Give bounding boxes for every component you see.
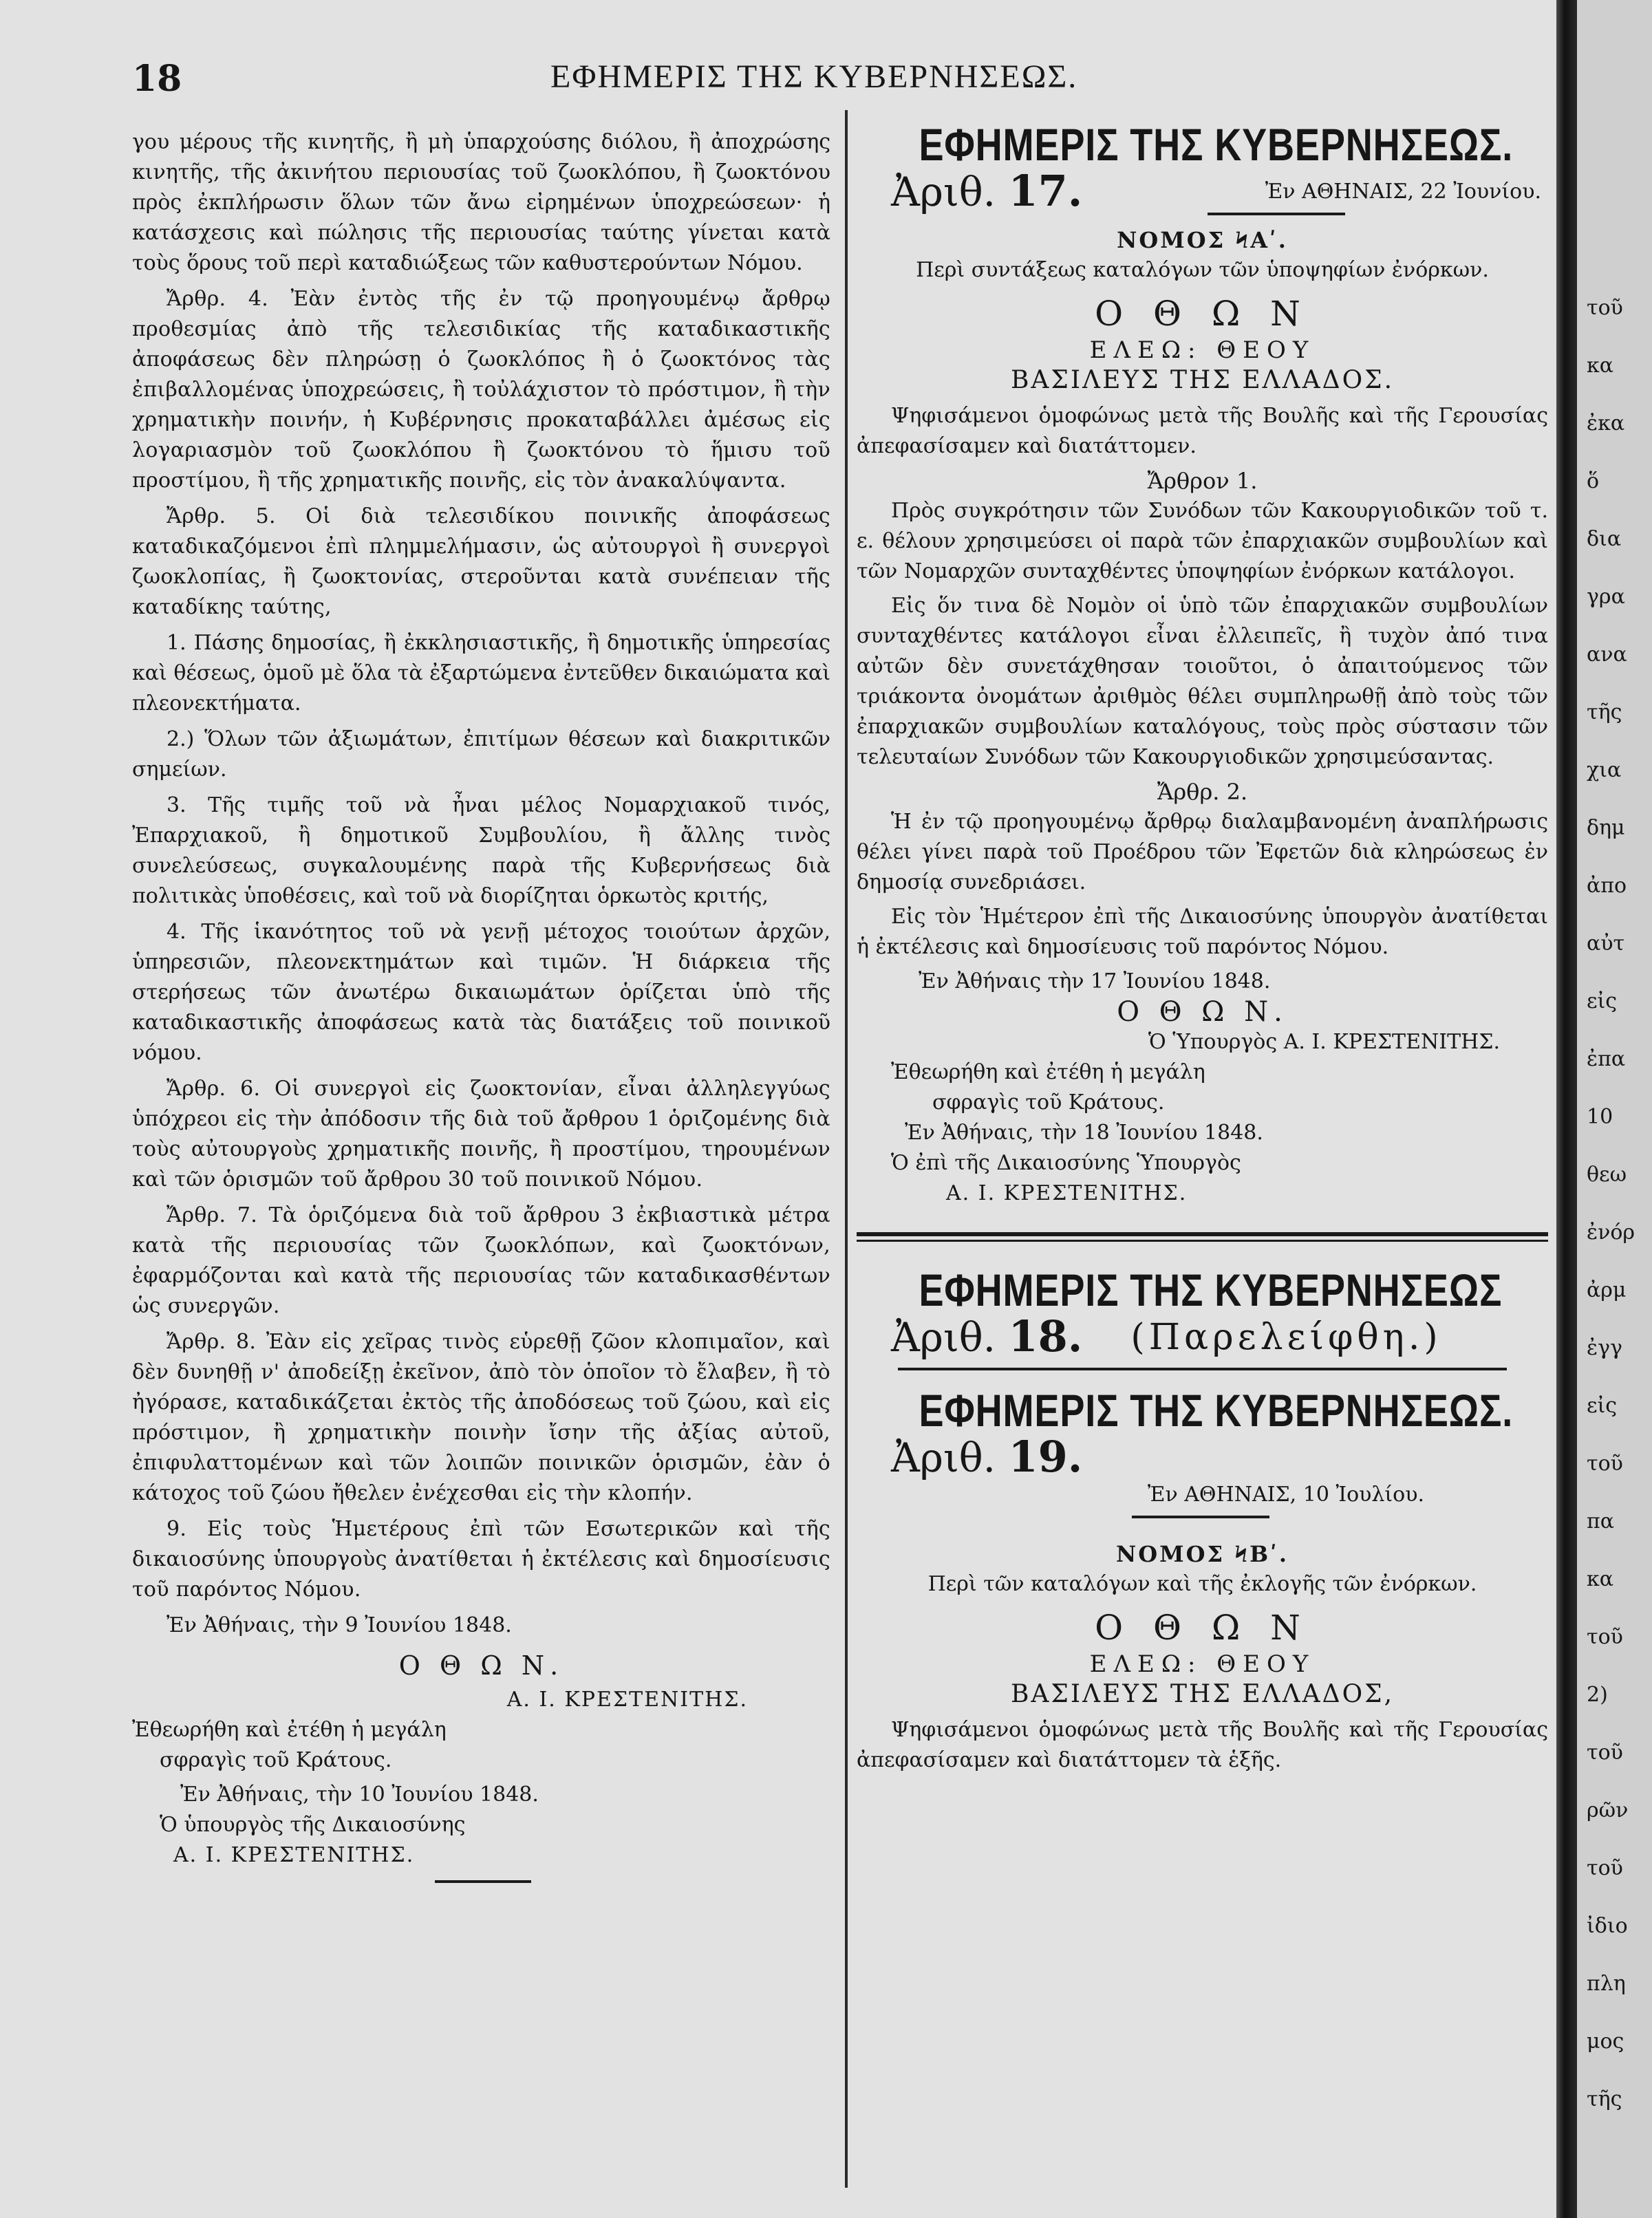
facing-page-edge bbox=[1577, 0, 1652, 2218]
minister-signature-2: Α. Ι. ΚΡΕΣΤΕΝΙΤΗΣ. bbox=[173, 1843, 415, 1867]
law-91-minister-name: Α. Ι. ΚΡΕΣΤΕΝΙΤΗΣ. bbox=[946, 1181, 1188, 1205]
issue-18-number bbox=[857, 1311, 1083, 1361]
minister-title: Ὁ ὑπουργὸς τῆς Δικαιοσύνης bbox=[160, 1813, 466, 1837]
issue-17-number-label: Ἀριθ. bbox=[891, 169, 996, 215]
law-91-grace: ΕΛΕΩ: ΘΕΟΥ bbox=[1089, 336, 1316, 364]
law-91-date-1: Ἐν Ἀθήναις τὴν 17 Ἰουνίου 1848. bbox=[919, 969, 1271, 993]
issue-19-date: Ἐν ΑΘΗΝΑΙΣ, 10 Ἰουλίου. bbox=[1147, 1483, 1424, 1507]
issue-separator-2 bbox=[898, 1368, 1507, 1370]
edge-fragment: τοῦ bbox=[1587, 1856, 1623, 1880]
edge-fragment: πα bbox=[1587, 1509, 1614, 1533]
issue-19-masthead: ΕΦΗΜΕΡΙΣ ΤΗΣ ΚΥΒΕΡΝΗΣΕΩΣ. bbox=[919, 1385, 1514, 1436]
law-92-preamble: Ψηφισάμενοι ὁμοφώνως μετὰ τῆς Βουλῆς καὶ τῆς Γερουσίας ἀπεφασίσαμεν καὶ διατάττομεν τὰ ἑξῆς. bbox=[857, 1718, 1548, 1772]
law-91-minister: Ὁ Ὑπουργὸς Α. Ι. ΚΡΕΣΤΕΝΙΤΗΣ. bbox=[1148, 1030, 1500, 1054]
edge-fragment: δια bbox=[1587, 527, 1622, 551]
law-92-king: Ο Θ Ω Ν bbox=[1095, 1608, 1310, 1648]
edge-fragment: κα bbox=[1587, 1567, 1614, 1591]
edge-fragment: χια bbox=[1587, 758, 1622, 782]
edge-fragment: τοῦ bbox=[1587, 1452, 1623, 1476]
king-signature: Ο Θ Ω Ν. bbox=[398, 1650, 564, 1681]
issue-18-number-value: 18. bbox=[1008, 1311, 1083, 1361]
edge-fragment: ἰδιο bbox=[1587, 1914, 1628, 1938]
article-5-item-4: 4. Τῆς ἱκανότητος τοῦ νὰ γενῇ μέτοχος τοιούτων ἀρχῶν, ὑπηρεσιῶν, πλεονεκτημάτων καὶ τιμῶν. Ἡ διάρκεια τῆς στερήσεως τῶν ἀνωτέρω δικαιωμάτων ὁρίζεται ὑπὸ τῆς καταδικαστικῆς ἀποφάσεως κατὰ τὰς διατάξεις τοῦ ποινικοῦ νόμου. bbox=[132, 920, 830, 1065]
article-5-item-2: 2.) Ὅλων τῶν ἀξιωμάτων, ἐπιτίμων θέσεων καὶ διακριτικῶν σημείων. bbox=[132, 727, 830, 782]
edge-fragment: εἰς bbox=[1587, 1394, 1618, 1418]
law-91-date-2: Ἐν Ἀθήναις, τὴν 18 Ἰουνίου 1848. bbox=[905, 1121, 1263, 1145]
edge-fragment: ἐκα bbox=[1587, 411, 1625, 435]
edge-fragment: εἰς bbox=[1587, 989, 1618, 1013]
edge-fragment: 10 bbox=[1587, 1105, 1613, 1129]
article-5-item-1: 1. Πάσης δημοσίας, ἢ ἐκκλησιαστικῆς, ἢ δημοτικῆς ὑπηρεσίας καὶ θέσεως, ὁμοῦ μὲ ὅλα τὰ ἐξαρτώμενα ἐντεῦθεν δικαιώματα καὶ πλεονεκτήματα. bbox=[132, 631, 830, 715]
issue-18-masthead: ΕΦΗΜΕΡΙΣ ΤΗΣ ΚΥΒΕΡΝΗΣΕΩΣ bbox=[919, 1264, 1503, 1315]
law-91-article-2-p2: Εἰς τὸν Ἡμέτερον ἐπὶ τῆς Δικαιοσύνης ὑπουργὸν ἀνατίθεται ἡ ἐκτέλεσις καὶ δημοσίευσις τοῦ παρόντος Νόμου. bbox=[857, 905, 1548, 959]
law-91-article-1-p2: Εἰς ὅν τινα δὲ Νομὸν οἱ ὑπὸ τῶν ἐπαρχιακῶν συμβουλίων συνταχθέντες κατάλογοι εἶναι ἐλλειπεῖς, ἢ τυχὸν ἀπό τινα αὐτῶν δὲν συνετάχθησαν τοιοῦτοι, ὁ ἀπαιτούμενος τῶν τριάκοντα ὀνομάτων ἀριθμὸς θέλει συμπληρωθῇ ἀπὸ τοὺς τῶν ἐπαρχιακῶν συμβουλίων καταλόγους, τοὺς πρὸς σύστασιν τῶν τελευταίων Συνόδων τῶν Κακουργιοδικῶν χρησιμεύσαντας. bbox=[857, 594, 1548, 769]
edge-fragment: κα bbox=[1587, 354, 1614, 378]
issue-18-header bbox=[857, 1311, 1548, 1361]
edge-fragment: ἐνόρ bbox=[1587, 1220, 1635, 1245]
law-91-article-2-heading: Ἄρθρ. 2. bbox=[1157, 779, 1248, 805]
edge-fragment: δημ bbox=[1587, 816, 1625, 840]
law-91-king: Ο Θ Ω Ν bbox=[1095, 294, 1310, 334]
running-title: ΕΦΗΜΕΡΙΣ ΤΗΣ ΚΥΒΕΡΝΗΣΕΩΣ. bbox=[550, 58, 1078, 95]
law-92-title: ΝΟΜΟΣ ϞΒʹ. bbox=[1116, 1541, 1289, 1567]
edge-fragment: ρῶν bbox=[1587, 1798, 1629, 1822]
minister-signature-1: Α. Ι. ΚΡΕΣΤΕΝΙΤΗΣ. bbox=[506, 1688, 748, 1712]
issue-17-rule bbox=[1208, 213, 1345, 215]
law-92-subject: Περὶ τῶν καταλόγων καὶ τῆς ἐκλογῆς τῶν ἐνόρκων. bbox=[927, 1572, 1477, 1596]
edge-fragment: ἀρμ bbox=[1587, 1278, 1627, 1302]
law-91-title: ΝΟΜΟΣ ϞΑʹ. bbox=[1117, 227, 1288, 253]
law-92-grace: ΕΛΕΩ: ΘΕΟΥ bbox=[1089, 1650, 1316, 1678]
edge-fragment: γρα bbox=[1587, 585, 1625, 609]
issue-18-number-label: Ἀριθ. bbox=[891, 1314, 996, 1361]
seal-line-2: σφραγὶς τοῦ Κράτους. bbox=[160, 1748, 392, 1772]
edge-fragment: τῆς bbox=[1587, 700, 1622, 724]
issue-17-date: Ἐν ΑΘΗΝΑΙΣ, 22 Ἰουνίου. bbox=[1265, 180, 1541, 204]
article-4: Ἄρθρ. 4. Ἐὰν ἐντὸς τῆς ἐν τῷ προηγουμένῳ ἄρθρῳ προθεσμίας ἀπὸ τῆς τελεσιδικίας τῆς καταδικαστικῆς ἀποφάσεως δὲν πληρώσῃ ὁ ζωοκλόπος ἢ ὁ ζωοκτόνος τὰς ἐπιβαλλομένας ὑποχρεώσεις, ἢ τοὐλάχιστον τὸ πρόστιμον, ἢ τὴν χρηματικὴν ποινήν, ἡ Κυβέρνησις προκαταβάλλει ἀμέσως εἰς λογαριασμὸν τοῦ ζωοκλόπου ἢ ζωοκτόνου τὸ ἥμισυ τοῦ προστίμου, ἢ τῆς χρηματικῆς ποινῆς, εἰς τὸν ἀνακαλύψαντα. bbox=[132, 287, 830, 493]
date-line-1: Ἐν Ἀθήναις, τὴν 9 Ἰουνίου 1848. bbox=[167, 1613, 512, 1637]
closing-rule bbox=[435, 1880, 531, 1883]
edge-fragment: ἐπα bbox=[1587, 1047, 1626, 1071]
issue-19-number-label: Ἀριθ. bbox=[891, 1434, 996, 1481]
article-9: 9. Εἰς τοὺς Ἡμετέρους ἐπὶ τῶν Εσωτερικῶν καὶ τῆς δικαιοσύνης ὑπουργοὺς ἀνατίθεται ἡ ἐκτέλεσις καὶ δημοσίευσις τοῦ παρόντος Νόμου. bbox=[132, 1517, 830, 1602]
edge-fragment: τοῦ bbox=[1587, 1625, 1623, 1649]
law-91-king-signature: Ο Θ Ω Ν. bbox=[1117, 996, 1288, 1028]
law-91-preamble: Ψηφισάμενοι ὁμοφώνως μετὰ τῆς Βουλῆς καὶ τῆς Γερουσίας ἀπεφασίσαμεν καὶ διατάττομεν. bbox=[857, 404, 1548, 458]
edge-fragment: τοῦ bbox=[1587, 1741, 1623, 1765]
right-column bbox=[857, 117, 1548, 1780]
edge-fragment: αὐτ bbox=[1587, 932, 1625, 956]
article-7: Ἄρθρ. 7. Τὰ ὁριζόμενα διὰ τοῦ ἄρθρου 3 ἐκβιαστικὰ μέτρα κατὰ τῆς περιουσίας τῶν ζωοκλόπων, καὶ ζωοκτόνων, ἐφαρμόζονται καὶ κατὰ τῆς περιουσίας τῶν καταδικασθέντων ὡς συνεργῶν. bbox=[132, 1203, 830, 1318]
law-91-seal-1: Ἐθεωρήθη καὶ ἐτέθη ἡ μεγάλη bbox=[891, 1060, 1205, 1084]
edge-fragment: τοῦ bbox=[1587, 296, 1623, 320]
issue-19-rule bbox=[1132, 1516, 1269, 1518]
article-5-item-3: 3. Τῆς τιμῆς τοῦ νὰ ἦναι μέλος Νομαρχιακοῦ τινός, Ἐπαρχιακοῦ, ἢ δημοτικοῦ Συμβουλίου, ἢ ἄλλης τινὸς συνελεύσεως, συγκαλουμένης παρὰ τῆς Κυβερνήσεως διὰ πολιτικὰς ὑποθέσεις, καὶ τοῦ νὰ διορίζηται ὁρκωτὸς κριτής, bbox=[132, 793, 830, 908]
issue-19-header bbox=[857, 1432, 1548, 1482]
edge-fragment: πλη bbox=[1587, 1972, 1626, 1996]
law-91-subject: Περὶ συντάξεως καταλόγων τῶν ὑποψηφίων ἐνόρκων. bbox=[916, 258, 1489, 282]
binding-gutter bbox=[1556, 0, 1577, 2218]
article-6: Ἄρθρ. 6. Οἱ συνεργοὶ εἰς ζωοκτονίαν, εἶναι ἀλληλεγγύως ὑπόχρεοι εἰς τὴν ἀπόδοσιν τῆς διὰ τοῦ ἄρθρου 1 ὁριζομένης διὰ τοὺς αὐτουργοὺς χρηματικῆς ποινῆς, ἢ προστίμου, τηρουμένων καὶ τῶν ὁρισμῶν τοῦ ἄρθρου 30 τοῦ ποινικοῦ Νόμου. bbox=[132, 1077, 830, 1192]
issue-19-number-value: 19. bbox=[1008, 1432, 1083, 1482]
edge-fragment: 2) bbox=[1587, 1683, 1608, 1707]
edge-fragment: θεω bbox=[1587, 1163, 1627, 1187]
edge-fragment: ὅ bbox=[1587, 469, 1600, 493]
article-5: Ἄρθρ. 5. Οἱ διὰ τελεσιδίκου ποινικῆς ἀποφάσεως καταδικαζόμενοι ἐπὶ πλημμελήμασιν, ὡς αὐτουργοὶ ἢ συνεργοὶ ζωοκλοπίας, ἢ ζωοκτονίας, στεροῦνται κατὰ συνέπειαν τῆς καταδίκης ταύτης, bbox=[132, 504, 830, 619]
law-91-article-1-p1: Πρὸς συγκρότησιν τῶν Συνόδων τῶν Κακουργιοδικῶν τοῦ τ. ε. θέλουν χρησιμεύσει οἱ παρὰ τῶν ἐπαρχιακῶν συμβουλίων καὶ τῶν Νομαρχῶν συνταχθέντες ὑποψηφίων ἐνόρκων κατάλογοι. bbox=[857, 499, 1548, 583]
issue-18-omitted-note: (Παρελείφθη.) bbox=[1130, 1317, 1442, 1358]
issue-separator bbox=[857, 1232, 1548, 1242]
seal-line-1: Ἐθεωρήθη καὶ ἐτέθη ἡ μεγάλη bbox=[132, 1718, 447, 1742]
edge-fragment: ανα bbox=[1587, 643, 1627, 667]
issue-17-masthead: ΕΦΗΜΕΡΙΣ ΤΗΣ ΚΥΒΕΡΝΗΣΕΩΣ. bbox=[919, 119, 1514, 170]
page-number: 18 bbox=[132, 58, 182, 100]
edge-fragment: ἀπο bbox=[1587, 874, 1627, 898]
date-line-2: Ἐν Ἀθήναις, τὴν 10 Ἰουνίου 1848. bbox=[180, 1783, 539, 1807]
left-column bbox=[132, 127, 830, 1883]
law-91-seal-2: σφραγὶς τοῦ Κράτους. bbox=[932, 1090, 1165, 1115]
law-91-article-2-p1: Ἡ ἐν τῷ προηγουμένῳ ἄρθρῳ διαλαμβανομένη ἀναπλήρωσις θέλει γίνει παρὰ τοῦ Προέδρου τῶν Ἐφετῶν διὰ κληρώσεως ἐν δημοσίᾳ συνεδριάσει. bbox=[857, 810, 1548, 894]
edge-fragment: ἐγγ bbox=[1587, 1336, 1622, 1360]
paragraph-continuation: γου μέρους τῆς κινητῆς, ἢ μὴ ὑπαρχούσης διόλου, ἢ ἀποχρώσης κινητῆς, τῆς ἀκινήτου περιουσίας τοῦ ζωοκλόπου, ἢ ζωοκτόνου πρὸς ἐκπλήρωσιν ὅλων τῶν ἄνω εἰρημένων ὑποχρεώσεων· ἡ κατάσχεσις καὶ πώλησις τῆς περιουσίας ταύτης γίνεται κατὰ τοὺς ὅρους τοῦ περὶ καταδιώξεως τῶν καθυστερούντων Νόμου. bbox=[132, 130, 830, 275]
edge-fragment: τῆς bbox=[1587, 2087, 1622, 2111]
column-divider bbox=[845, 110, 848, 2188]
law-91-minister-title: Ὁ ἐπὶ τῆς Δικαιοσύνης Ὑπουργὸς bbox=[891, 1151, 1241, 1175]
edge-fragment: μος bbox=[1587, 2029, 1624, 2054]
law-91-article-1-heading: Ἄρθρον 1. bbox=[1147, 468, 1258, 494]
law-91-king-of: ΒΑΣΙΛΕΥΣ ΤΗΣ ΕΛΛΑΔΟΣ. bbox=[1010, 366, 1395, 394]
issue-17-number bbox=[857, 166, 1083, 216]
issue-17-header bbox=[857, 166, 1548, 216]
issue-17-number-value: 17. bbox=[1008, 166, 1083, 216]
article-8: Ἄρθρ. 8. Ἐὰν εἰς χεῖρας τινὸς εὑρεθῇ ζῶον κλοπιμαῖον, καὶ δὲν δυνηθῇ ν' ἀποδείξῃ ἐκεῖνον, ἀπὸ τὸν ὁποῖον τὸ ἔλαβεν, ἢ τὸ ἠγόρασε, καταδικάζεται ἐκτὸς τῆς ἀποδόσεως τοῦ ζώου, καὶ εἰς πρόστιμον, ἢ χρηματικὴν ποινὴν ἴσην τῆς ἀξίας αὐτοῦ, ἐπιφυλαττομένων καὶ τῶν λοιπῶν ποινικῶν ὁρισμῶν, ἐὰν ὁ κάτοχος τοῦ ζώου ἤθελεν ἐνέχεσθαι εἰς τὴν κλοπήν. bbox=[132, 1330, 830, 1505]
law-92-king-of: ΒΑΣΙΛΕΥΣ ΤΗΣ ΕΛΛΑΔΟΣ, bbox=[1010, 1680, 1395, 1708]
issue-19-number bbox=[857, 1432, 1083, 1482]
